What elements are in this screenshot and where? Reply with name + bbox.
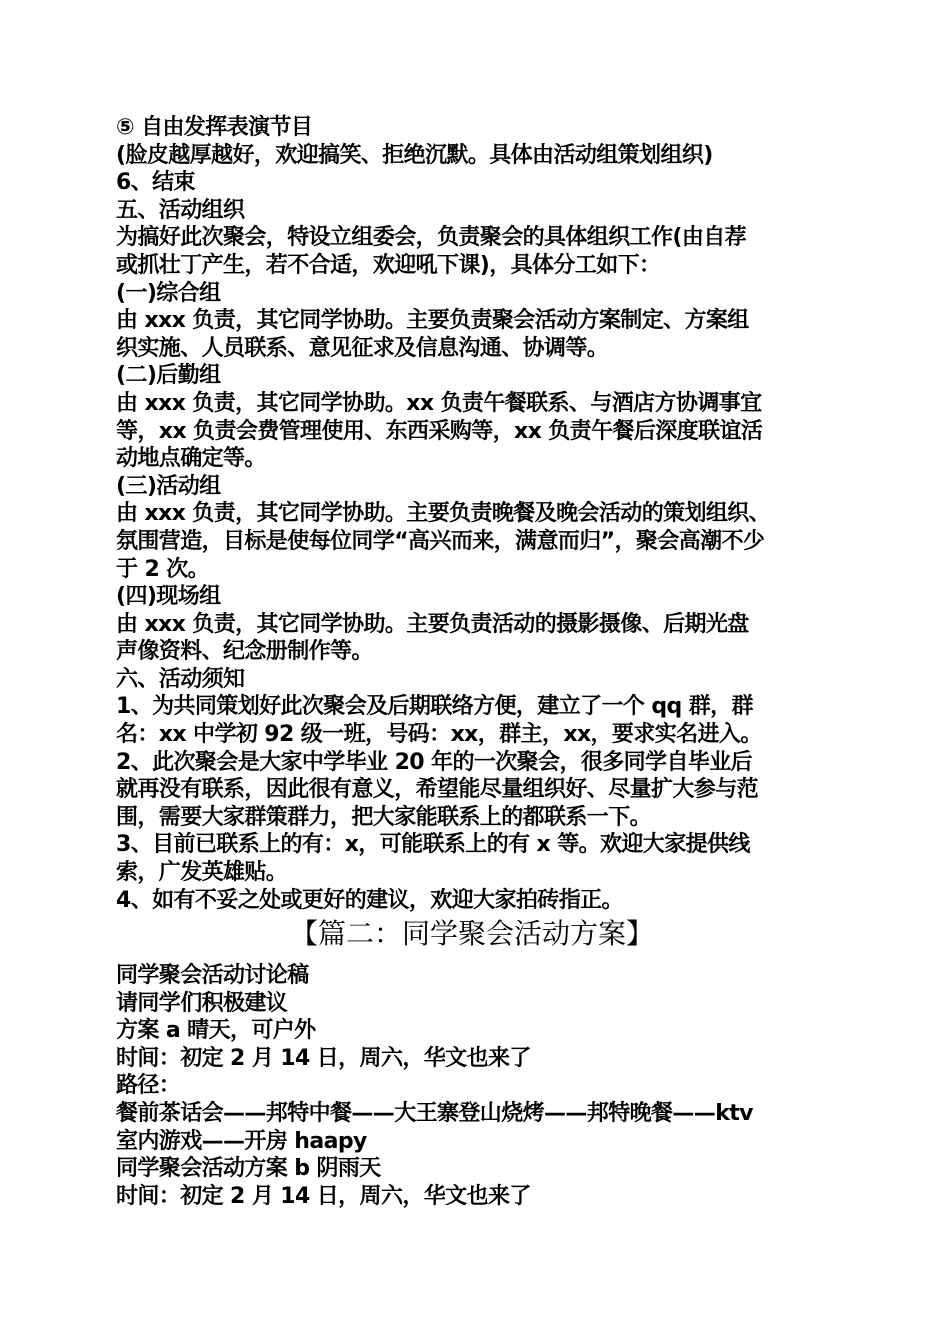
text-line: 围，需要大家群策群力，把大家能联系上的都联系一下。	[116, 804, 652, 830]
section-heading: 六、活动须知	[116, 666, 245, 692]
document-body-upper	[116, 114, 828, 954]
text-line: 餐前茶话会——邦特中餐——大王寨登山烧烤——邦特晚餐——ktv	[116, 1100, 753, 1126]
subsection-heading: (一)综合组	[116, 280, 221, 306]
text-line: 氛围营造，目标是使每位同学“高兴而来，满意而归”，聚会高潮不少	[116, 528, 765, 554]
text-line: (脸皮越厚越好，欢迎搞笑、拒绝沉默。具体由活动组策划组织)	[116, 142, 713, 168]
subsection-heading: (三)活动组	[116, 473, 221, 499]
text-line: 由 xxx 负责，其它同学协助。主要负责晚餐及晚会活动的策划组织、	[116, 501, 771, 527]
text-line: 2、此次聚会是大家中学毕业 20 年的一次聚会，很多同学自毕业后	[116, 749, 753, 775]
text-line: 由 xxx 负责，其它同学协助。主要负责活动的摄影摄像、后期光盘	[116, 611, 749, 637]
section-heading: 五、活动组织	[116, 197, 245, 223]
text-line: 由 xxx 负责，其它同学协助。xx 负责午餐联系、与酒店方协调事宜	[116, 390, 762, 416]
text-line: 声像资料、纪念册制作等。	[116, 639, 373, 665]
text-line: 1、为共同策划好此次聚会及后期联络方便，建立了一个 qq 群，群	[116, 694, 753, 720]
subsection-heading: (二)后勤组	[116, 363, 221, 389]
subsection-heading: (四)现场组	[116, 584, 221, 610]
text-line: 同学聚会活动讨论稿	[116, 963, 309, 988]
text-line: 3、目前已联系上的有：x，可能联系上的有 x 等。欢迎大家提供线	[116, 832, 750, 858]
document-body-lower	[116, 962, 828, 1210]
text-line: 由 xxx 负责，其它同学协助。主要负责聚会活动方案制定、方案组	[116, 308, 749, 334]
text-line: 为搞好此次聚会，特设立组委会，负责聚会的具体组织工作(由自荐	[116, 225, 747, 251]
text-line: 4、如有不妥之处或更好的建议，欢迎大家拍砖指正。	[116, 887, 623, 913]
text-line: ⑤ 自由发挥表演节目	[116, 115, 313, 140]
text-line: 时间：初定 2 月 14 日，周六，华文也来了	[116, 1045, 531, 1071]
text-line: 室内游戏——开房 haapy	[116, 1128, 367, 1154]
text-line: 路径：	[116, 1073, 181, 1099]
text-line: 动地点确定等。	[116, 446, 266, 472]
text-line: 名：xx 中学初 92 级一班，号码：xx，群主，xx，要求实名进入。	[116, 722, 762, 748]
text-line: 方案 a 晴天，可户外	[116, 1018, 316, 1044]
text-line: 等，xx 负责会费管理使用、东西采购等，xx 负责午餐后深度联谊活	[116, 418, 763, 444]
text-line: 同学聚会活动方案 b 阴雨天	[116, 1156, 381, 1182]
text-line: 请同学们积极建议	[116, 990, 288, 1016]
text-line: 索，广发英雄贴。	[116, 860, 288, 886]
text-line: 时间：初定 2 月 14 日，周六，华文也来了	[116, 1183, 531, 1209]
text-line: 就再没有联系，因此很有意义，希望能尽量组织好、尽量扩大参与范	[116, 777, 759, 803]
text-line: 织实施、人员联系、意见征求及信息沟通、协调等。	[116, 335, 609, 361]
text-line: 6、结束	[116, 170, 195, 196]
text-line: 于 2 次。	[116, 556, 210, 582]
text-line: 或抓壮丁产生，若不合适，欢迎吼下课)，具体分工如下：	[116, 252, 661, 278]
section-title: 【篇二：同学聚会活动方案】	[289, 917, 654, 951]
